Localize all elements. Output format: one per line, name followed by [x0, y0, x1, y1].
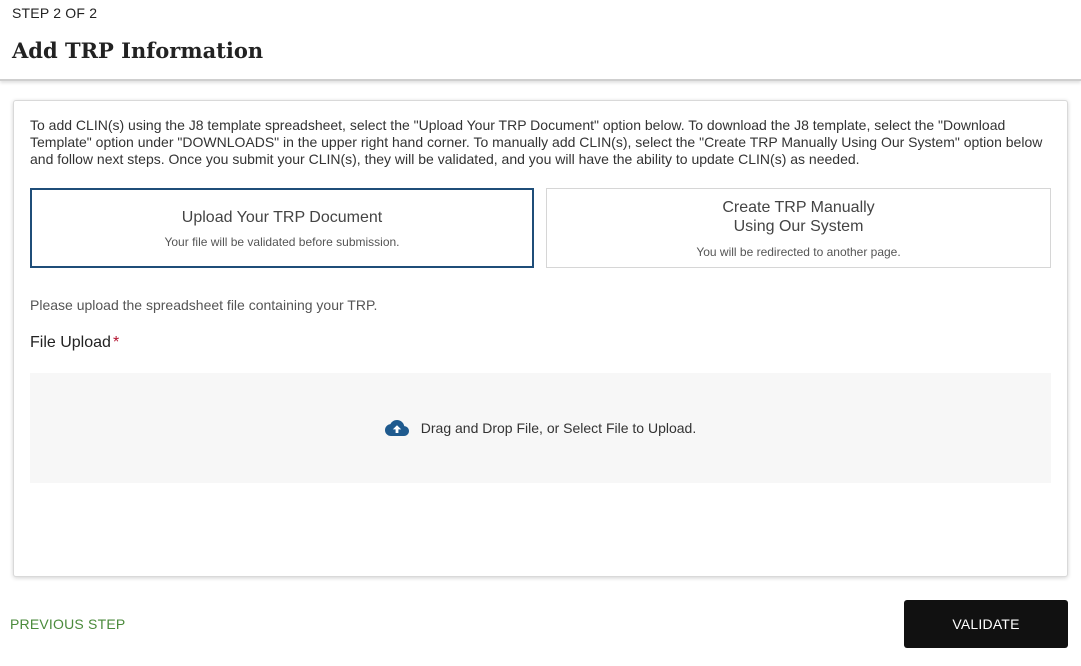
upload-hint: Please upload the spreadsheet file containing your TRP.	[30, 297, 378, 313]
option-subtitle: Your file will be validated before submission.	[164, 234, 400, 249]
file-dropzone[interactable]	[30, 373, 1051, 483]
step-indicator: STEP 2 OF 2	[12, 5, 98, 21]
page-title: Add TRP Information	[12, 38, 264, 63]
cloud-upload-icon	[385, 419, 409, 437]
upload-trp-document-option[interactable]	[30, 188, 534, 268]
previous-step-button[interactable]: PREVIOUS STEP	[10, 616, 126, 632]
file-upload-label-text: File Upload	[30, 334, 111, 351]
validate-button[interactable]: VALIDATE	[904, 600, 1068, 648]
option-title: Upload Your TRP Document	[181, 208, 383, 226]
trp-card	[13, 100, 1068, 577]
option-subtitle: You will be redirected to another page.	[696, 244, 901, 259]
create-trp-manually-option[interactable]	[546, 188, 1051, 268]
option-title	[722, 198, 874, 236]
option-title-line-2: Using Our System	[733, 217, 864, 235]
required-indicator: *	[112, 334, 120, 351]
dropzone-content	[385, 419, 696, 437]
dropzone-text: Drag and Drop File, or Select File to Upload.	[420, 420, 697, 436]
instructions-text: To add CLIN(s) using the J8 template spreadsheet, select the "Upload Your TRP Document" option below. To download the J8 template, select the "Download Template" option under "DOWNLOADS" in the upper right hand corner. To manually add CLIN(s), select the "Create TRP Manually Using Our System" option below and follow next steps. Once you submit your CLIN(s), they will be validated, and you will have the ability to update CLIN(s) as needed.	[30, 117, 1043, 167]
option-title-line-1: Create TRP Manually	[722, 198, 875, 216]
file-upload-label	[30, 334, 119, 352]
page-header	[0, 0, 1081, 81]
